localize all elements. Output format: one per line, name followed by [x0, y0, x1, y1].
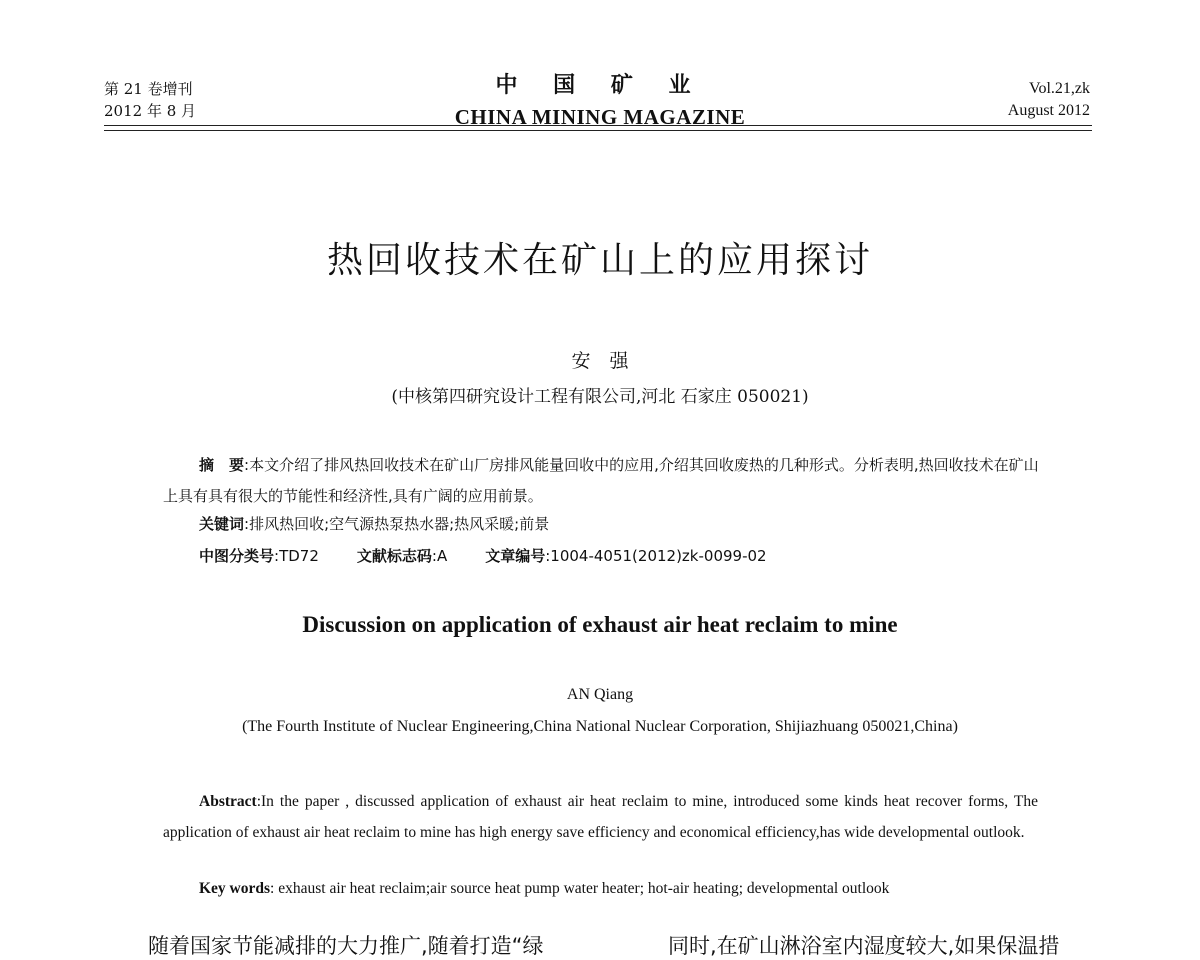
- abstract-text-cn: :本文介绍了排风热回收技术在矿山厂房排风能量回收中的应用,介绍其回收废热的几种形式。分析表明,热回收技术在矿山上具有具有很大的节能性和经济性,具有广阔的应用前景。: [163, 456, 1039, 505]
- keywords-label-en: Key words: [199, 880, 271, 897]
- journal-name-en: CHINA MINING MAGAZINE: [454, 105, 746, 129]
- keywords-text-cn: :排风热回收;空气源热泵热水器;热风采暖;前景: [244, 515, 550, 533]
- journal-issue-en: [1008, 78, 1090, 122]
- abstract-text-en: :In the paper , discussed application of exhaust air heat reclaim to mine, introduced some kinds heat recover forms, The application of exhaust air heat reclaim to mine has high energy save efficiency and economical efficiency,has wide developmental outlook.: [163, 793, 1038, 841]
- abstract-cn: [163, 450, 1043, 512]
- abstract-label-cn: 摘 要: [199, 456, 245, 474]
- clc-number: 中图分类号:TD72: [199, 547, 319, 565]
- document-code: 文献标志码:A: [356, 547, 448, 565]
- keywords-text-en: : exhaust air heat reclaim;air source heat pump water heater; hot-air heating; developmental outlook: [270, 880, 890, 897]
- author-name-en: AN Qiang: [566, 686, 634, 703]
- body-text-left-column: 随着国家节能减排的大力推广,随着打造“绿: [148, 934, 544, 958]
- keywords-en: [199, 880, 889, 898]
- abstract-en: [163, 786, 1038, 848]
- keywords-label-cn: 关键词: [199, 515, 245, 533]
- article-number: 文章编号:1004-4051(2012)zk-0099-02: [485, 547, 767, 565]
- article-title-cn: 热回收技术在矿山上的应用探讨: [326, 240, 873, 281]
- affiliation-cn: (中核第四研究设计工程有限公司,河北 石家庄 050021): [391, 387, 809, 407]
- date-en: August 2012: [1007, 102, 1090, 119]
- classification-row: [199, 545, 767, 566]
- header-rule-thick: [104, 125, 1092, 126]
- date-cn: 2012 年 8 月: [104, 102, 197, 120]
- volume-cn: 第 21 卷增刊: [104, 80, 193, 98]
- keywords-cn: [199, 513, 549, 534]
- body-text-right-column: 同时,在矿山淋浴室内湿度较大,如果保温措: [668, 934, 1060, 958]
- volume-en: Vol.21,zk: [1028, 80, 1090, 97]
- header-rule-thin: [104, 130, 1092, 131]
- journal-name-cn: 中 国 矿 业: [495, 73, 705, 98]
- article-title-en: Discussion on application of exhaust air heat reclaim to mine: [302, 612, 898, 637]
- author-name-cn: 安 强: [571, 350, 629, 372]
- affiliation-en: (The Fourth Institute of Nuclear Engineering,China National Nuclear Corporation, Shijiazhuang 050021,China): [242, 718, 958, 735]
- abstract-label-en: Abstract: [199, 793, 257, 810]
